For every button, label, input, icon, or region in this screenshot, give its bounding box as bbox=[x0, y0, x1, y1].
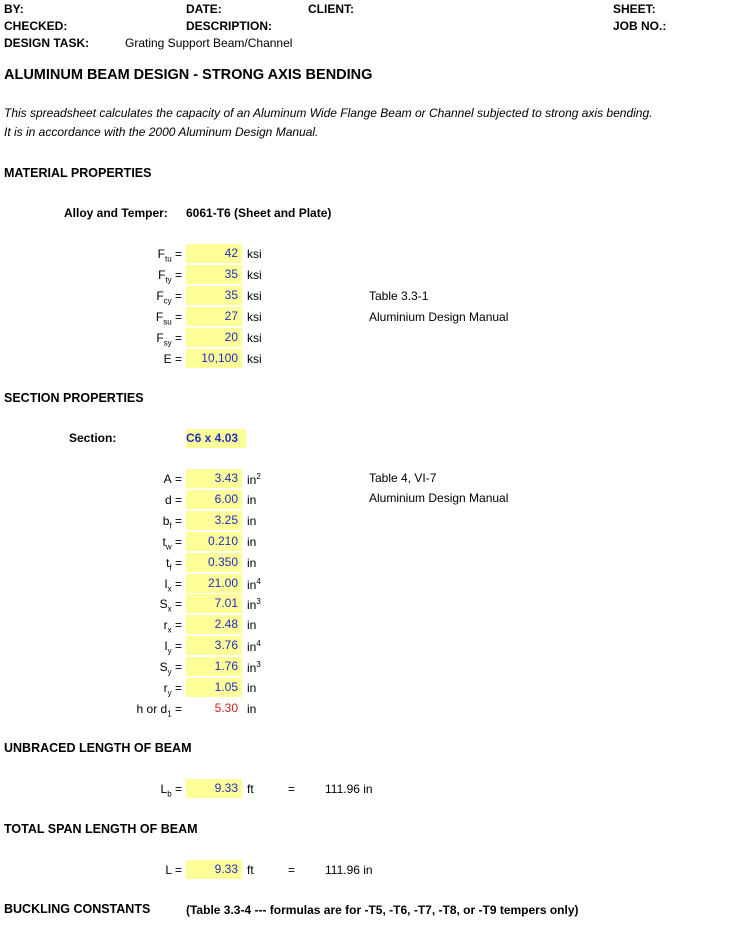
by-label: BY: bbox=[4, 2, 24, 16]
property-value: 3.76 bbox=[214, 638, 238, 653]
property-value-cell[interactable] bbox=[186, 490, 242, 509]
alloy-value: 6061-T6 (Sheet and Plate) bbox=[186, 206, 332, 220]
property-value-cell[interactable] bbox=[186, 553, 242, 572]
property-unit: $in^4$ bbox=[247, 576, 261, 592]
unbraced-heading: UNBRACED LENGTH OF BEAM bbox=[4, 741, 192, 755]
property-value: 20 bbox=[224, 330, 238, 344]
property-label: $F_{su}$ = bbox=[155, 310, 182, 327]
property-label: $b_f$ = bbox=[162, 513, 182, 531]
property-unit: in bbox=[247, 492, 257, 507]
property-value: 0.350 bbox=[207, 554, 238, 569]
section-reference-manual: Aluminium Design Manual bbox=[369, 491, 509, 505]
property-label: $F_{tu}$ = bbox=[157, 247, 182, 264]
description-label: DESCRIPTION: bbox=[186, 19, 273, 33]
intro-line-2: It is in accordance with the 2000 Aluminum Design Manual. bbox=[4, 125, 319, 139]
design-task-label: DESIGN TASK: bbox=[4, 36, 90, 50]
material-reference-table: Table 3.3-1 bbox=[369, 289, 429, 303]
property-label: $S_x$ = bbox=[159, 597, 182, 614]
property-value-cell[interactable] bbox=[186, 286, 242, 305]
unbraced-length-input[interactable] bbox=[186, 779, 242, 798]
section-reference-table: Table 4, VI-7 bbox=[369, 471, 437, 485]
property-unit: ksi bbox=[247, 310, 262, 324]
property-label: d = bbox=[164, 492, 182, 507]
property-value-cell[interactable] bbox=[186, 594, 242, 613]
property-label: h or $d_1$ = bbox=[136, 701, 182, 719]
property-label: $I_x$ = bbox=[164, 576, 182, 593]
span-length-value: 9.33 bbox=[214, 862, 238, 876]
unbraced-equals: = bbox=[288, 782, 296, 796]
alloy-label: Alloy and Temper: bbox=[64, 206, 168, 220]
unbraced-converted: 111.96 in bbox=[325, 782, 373, 796]
property-value: 5.30 bbox=[214, 700, 238, 715]
property-label: E = bbox=[163, 352, 182, 366]
client-label: CLIENT: bbox=[308, 2, 354, 16]
property-label: $S_y$ = bbox=[159, 660, 182, 677]
property-value: 27 bbox=[224, 309, 238, 323]
property-value-cell[interactable] bbox=[186, 307, 242, 326]
property-label: A = bbox=[163, 472, 182, 486]
property-unit: ksi bbox=[247, 268, 262, 282]
section-value: C6 x 4.03 bbox=[186, 431, 239, 445]
span-length-input[interactable] bbox=[186, 860, 242, 879]
property-unit: in bbox=[247, 534, 257, 549]
property-unit: ksi bbox=[247, 352, 262, 366]
property-value-cell[interactable] bbox=[186, 678, 242, 697]
property-value-cell[interactable] bbox=[186, 349, 242, 368]
span-converted: 111.96 in bbox=[325, 863, 373, 877]
property-value-cell[interactable] bbox=[186, 657, 242, 676]
property-label: $F_{ty}$ = bbox=[158, 268, 182, 285]
section-heading: SECTION PROPERTIES bbox=[4, 391, 144, 405]
property-value-cell[interactable] bbox=[186, 244, 242, 263]
property-unit: in bbox=[247, 681, 257, 695]
property-unit: ksi bbox=[247, 289, 262, 303]
property-unit: $in^3$ bbox=[247, 660, 261, 676]
property-value-cell[interactable] bbox=[186, 636, 242, 655]
span-unit: ft bbox=[247, 863, 254, 877]
property-unit: $in^2$ bbox=[247, 472, 261, 487]
property-value: 1.76 bbox=[214, 659, 238, 674]
property-label: $t_f$ = bbox=[166, 555, 182, 572]
material-heading: MATERIAL PROPERTIES bbox=[4, 166, 152, 180]
property-value-cell bbox=[186, 699, 242, 718]
property-unit: $in^4$ bbox=[247, 639, 261, 655]
design-task-value: Grating Support Beam/Channel bbox=[125, 36, 293, 50]
property-value-cell[interactable] bbox=[186, 532, 242, 551]
property-label: $I_y$ = bbox=[164, 639, 182, 656]
page-title: ALUMINUM BEAM DESIGN - STRONG AXIS BENDING bbox=[4, 67, 373, 83]
buckling-note: (Table 3.3-4 --- formulas are for -T5, -T6, -T7, -T8, or -T9 tempers only) bbox=[186, 903, 579, 917]
property-label: $F_{sy}$ = bbox=[156, 331, 182, 348]
property-unit: in bbox=[247, 555, 257, 570]
property-value: 7.01 bbox=[214, 596, 238, 611]
date-label: DATE: bbox=[186, 2, 222, 16]
property-unit: ksi bbox=[247, 331, 262, 345]
property-unit: in bbox=[247, 618, 257, 633]
property-label: $t_w$ = bbox=[162, 534, 182, 552]
property-unit: in bbox=[247, 513, 257, 528]
property-unit: in bbox=[247, 701, 257, 716]
unbraced-symbol: $L_b$ = bbox=[160, 782, 182, 799]
section-label: Section: bbox=[69, 431, 117, 445]
section-value-cell[interactable] bbox=[186, 429, 246, 448]
property-value: 42 bbox=[224, 246, 238, 260]
property-value-cell[interactable] bbox=[186, 469, 242, 488]
material-reference-manual: Aluminium Design Manual bbox=[369, 310, 509, 324]
property-value-cell[interactable] bbox=[186, 574, 242, 593]
property-value: 1.05 bbox=[214, 680, 238, 694]
intro-line-1: This spreadsheet calculates the capacity of an Aluminum Wide Flange Beam or Channel subjected to strong axis bending. bbox=[4, 106, 653, 120]
property-value: 0.210 bbox=[207, 533, 238, 548]
span-equals: = bbox=[288, 863, 296, 877]
property-value: 10,100 bbox=[201, 351, 238, 365]
property-value: 3.25 bbox=[214, 512, 238, 527]
span-symbol: L = bbox=[165, 863, 182, 877]
property-label: $F_{cy}$ = bbox=[156, 289, 182, 306]
property-label: $r_x$ = bbox=[163, 618, 182, 635]
unbraced-length-value: 9.33 bbox=[214, 781, 238, 795]
property-value: 2.48 bbox=[214, 617, 238, 632]
property-value-cell[interactable] bbox=[186, 615, 242, 634]
unbraced-unit: ft bbox=[247, 782, 254, 796]
property-unit: ksi bbox=[247, 247, 262, 261]
property-value-cell[interactable] bbox=[186, 511, 242, 530]
checked-label: CHECKED: bbox=[4, 19, 68, 33]
property-label: $r_y$ = bbox=[163, 681, 182, 698]
property-value-cell[interactable] bbox=[186, 328, 242, 347]
property-value: 6.00 bbox=[214, 491, 238, 506]
property-unit: $in^3$ bbox=[247, 597, 261, 613]
span-heading: TOTAL SPAN LENGTH OF BEAM bbox=[4, 822, 198, 836]
property-value: 21.00 bbox=[207, 575, 238, 590]
property-value: 35 bbox=[224, 288, 238, 302]
property-value: 3.43 bbox=[214, 471, 238, 485]
property-value-cell[interactable] bbox=[186, 265, 242, 284]
sheet-label: SHEET: bbox=[613, 2, 656, 16]
job-no-label: JOB NO.: bbox=[613, 19, 667, 33]
property-value: 35 bbox=[224, 267, 238, 281]
buckling-heading: BUCKLING CONSTANTS bbox=[4, 902, 151, 916]
